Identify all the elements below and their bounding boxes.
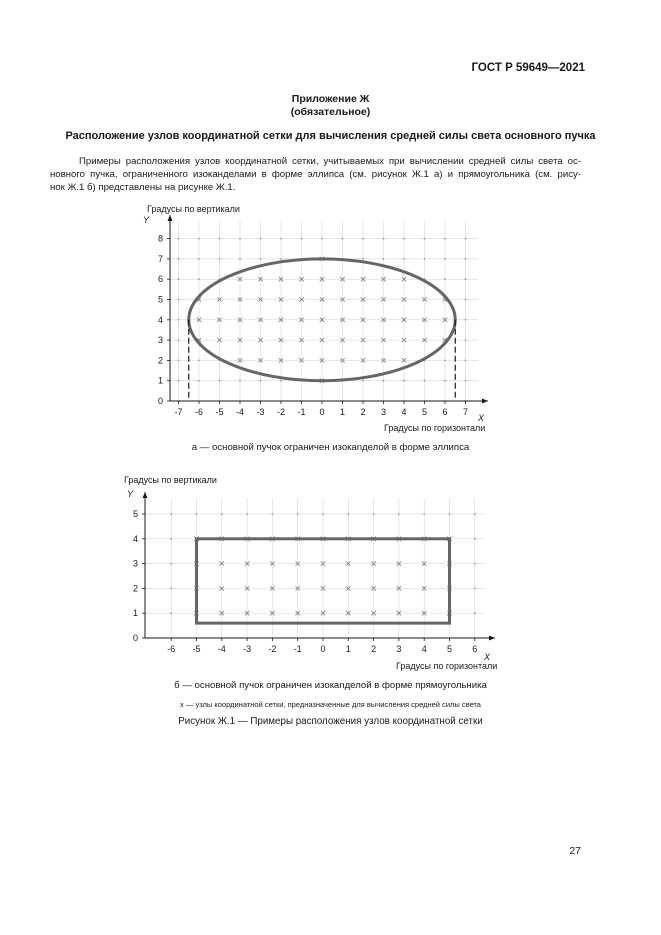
figure-b-node [474, 513, 476, 515]
figure-b-x-tick-label: -3 [243, 644, 252, 654]
figure-a-node [198, 380, 200, 382]
figure-a-y-tick-label: 0 [157, 396, 163, 406]
figure-a-y-title: Градусы по вертикали [147, 204, 240, 214]
figure-b-node [474, 538, 476, 540]
figure-a-x-arrow [482, 399, 488, 404]
figure-b-node [474, 612, 476, 614]
figure-b-node [347, 513, 349, 515]
figure-b-node [322, 513, 324, 515]
figure-a-x-tick-label: 4 [401, 407, 407, 417]
figure-a-x-title: Градусы по горизонтали [384, 423, 486, 433]
figure-b-node [170, 588, 172, 590]
figure-a-node [383, 380, 385, 382]
figure-a-node [178, 258, 180, 260]
section-title: Расположение узлов координатной сетки для вычисления средней силы света основного пучка [65, 130, 596, 142]
figure-a-node [178, 238, 180, 240]
figure-a-y-tick-label: 4 [157, 314, 163, 325]
figure-b-node [423, 513, 425, 515]
figure-a-node [465, 258, 467, 260]
figure-b-node [170, 563, 172, 565]
legend-note: x — узлы координатной сетки, предназначенные для вычисления средней силы света [180, 700, 481, 709]
figure-a-node [260, 380, 262, 382]
figure-b-node [170, 513, 172, 515]
figure-b-y-arrow [143, 492, 148, 498]
figure-a-x-tick-label: 2 [360, 407, 366, 417]
figure-a-node [178, 360, 180, 362]
figure-a-node [444, 380, 446, 382]
figure-a-node [178, 299, 180, 301]
figure-b-y-tick-label: 3 [132, 558, 138, 569]
figure-a-node [342, 238, 344, 240]
figure-a-y-tick-label: 1 [157, 375, 163, 386]
figure-a-x-tick-label: 1 [339, 407, 346, 417]
figure-a-node [424, 238, 426, 240]
figure-b-node [196, 513, 198, 515]
annex-title: Приложение Ж [291, 93, 370, 105]
figure-a-node [465, 319, 467, 321]
figure-a-node [260, 238, 262, 240]
figure-b-x-tick-label: 5 [446, 644, 453, 654]
figure-a-node [465, 380, 467, 382]
figure-a-node [362, 380, 364, 382]
figure-a-node [280, 380, 282, 382]
figure-a-y-tick-label: 3 [157, 335, 163, 346]
figure-a-node [219, 258, 221, 260]
figure-b-node [398, 513, 400, 515]
figure-a-y-tick-label: 2 [157, 355, 163, 366]
figure-a-node [424, 258, 426, 260]
figure-b-x-tick-label: 0 [320, 644, 326, 654]
figure-a-node [198, 360, 200, 362]
figure-b-node [170, 538, 172, 540]
figure-a-y-tick-label: 7 [157, 253, 163, 264]
document-number: ГОСТ Р 59649—2021 [471, 62, 585, 74]
figure-b-node [474, 588, 476, 590]
paragraph-line-1: Примеры расположения узлов координатной сетки, учитываемых при вычислении средней силы света ос- [79, 156, 581, 167]
figure-b-y-tick-label: 1 [132, 608, 138, 619]
figure-b-node [474, 563, 476, 565]
figure-a-x-tick-label: 0 [319, 407, 325, 417]
figure-a-node [239, 238, 241, 240]
figure-a-node [198, 258, 200, 260]
figure-a-node [444, 278, 446, 280]
figure-b-rectangle [0, 470, 661, 675]
figure-a-x-tick-label: -2 [276, 407, 286, 417]
figure-a-ellipse [0, 195, 661, 435]
figure-a-caption: а — основной пучок ограничен изокanделой в форме эллипса [191, 442, 470, 453]
figure-a-x-tick-label: -4 [235, 407, 245, 417]
figure-a-x-tick-label: 7 [462, 407, 469, 417]
intro-paragraph [50, 155, 581, 194]
figure-a-node [362, 238, 364, 240]
figure-b-y-title: Градусы по вертикали [124, 475, 217, 485]
figure-b-x-tick-label: -5 [192, 644, 201, 654]
paragraph-line-3: нок Ж.1 б) представлены на рисунке Ж.1. [50, 182, 236, 193]
figure-a-node [362, 258, 364, 260]
figure-b-node [297, 513, 299, 515]
figure-b-y-tick-label: 0 [132, 633, 138, 643]
figure-a-x-tick-label: -3 [256, 407, 265, 417]
figure-b-x-title: Градусы по горизонтали [396, 661, 498, 671]
annex-status: (обязательное) [290, 106, 371, 118]
figure-a-x-tick-label: -1 [297, 407, 306, 417]
figure-a-node [260, 258, 262, 260]
figure-b-x-tick-label: -4 [217, 644, 226, 654]
figure-a-node [198, 278, 200, 280]
figure-a-node [219, 380, 221, 382]
figure-b-node [170, 612, 172, 614]
figure-b-y-tick-label: 5 [132, 509, 138, 519]
figure-b-x-tick-label: 1 [345, 644, 351, 654]
figure-b-node [272, 513, 274, 515]
figure-a-node [178, 278, 180, 280]
figure-a-node [280, 258, 282, 260]
figure-a-node [301, 238, 303, 240]
figure-a-node [465, 339, 467, 341]
figure-a-y-tick-label: 8 [157, 233, 163, 244]
figure-a-node [321, 238, 323, 240]
figure-a-node [178, 339, 180, 341]
figure-a-node [444, 238, 446, 240]
figure-b-x-letter: X [484, 652, 491, 662]
figure-a-node [239, 258, 241, 260]
figure-b-node [221, 513, 223, 515]
figure-a-x-tick-label: 6 [442, 407, 448, 417]
figure-a-node [383, 258, 385, 260]
figure-b-node [373, 513, 375, 515]
figure-a-node [239, 380, 241, 382]
figure-a-x-letter: X [478, 413, 485, 423]
figure-a-node [444, 258, 446, 260]
figure-a-node [178, 319, 180, 321]
figure-a-x-tick-label: 5 [421, 407, 428, 417]
figure-b-x-tick-label: 4 [421, 644, 427, 654]
figure-a-node [403, 258, 405, 260]
figure-a-node [280, 238, 282, 240]
figure-a-node [198, 238, 200, 240]
figure-a-node [178, 380, 180, 382]
figure-b-y-tick-label: 4 [132, 533, 138, 544]
figure-b-caption: б — основной пучок ограничен изокanделой в форме прямоугольника [174, 680, 487, 691]
figure-a-node [424, 380, 426, 382]
figure-a-x-tick-label: -6 [194, 407, 204, 417]
figure-a-node [403, 238, 405, 240]
figure-a-y-tick-label: 5 [157, 294, 163, 305]
figure-b-x-tick-label: -1 [293, 644, 302, 654]
figure-caption: Рисунок Ж.1 — Примеры расположения узлов координатной сетки [178, 716, 483, 727]
figure-a-node [383, 238, 385, 240]
figure-b-node [449, 513, 451, 515]
figure-b-y-letter: Y [127, 489, 134, 499]
figure-a-x-tick-label: -5 [215, 407, 224, 417]
figure-a-node [465, 299, 467, 301]
figure-a-node [403, 380, 405, 382]
figure-b-x-tick-label: 3 [396, 644, 402, 654]
figure-a-x-tick-label: 3 [380, 407, 387, 417]
figure-a-y-letter: Y [143, 215, 150, 225]
figure-b-y-tick-label: 2 [132, 583, 138, 594]
figure-a-node [465, 278, 467, 280]
page-number: 27 [569, 845, 581, 857]
figure-a-y-arrow [168, 215, 173, 221]
figure-a-node [444, 360, 446, 362]
paragraph-line-2: новного пучка, ограниченного изоканделами в форме эллипса (см. рисунок Ж.1 а) и прямоугольника (см. рису- [50, 169, 581, 180]
figure-b-x-tick-label: -6 [167, 644, 176, 654]
figure-a-node [465, 238, 467, 240]
figure-a-node [219, 238, 221, 240]
figure-b-x-arrow [489, 636, 495, 641]
figure-a-y-tick-label: 6 [157, 274, 163, 285]
figure-a-x-tick-label: -7 [174, 407, 183, 417]
figure-b-x-tick-label: 2 [371, 644, 377, 654]
figure-b-x-tick-label: 6 [472, 644, 478, 654]
figure-b-x-tick-label: -2 [268, 644, 277, 654]
figure-b-node [246, 513, 248, 515]
figure-a-node [465, 360, 467, 362]
